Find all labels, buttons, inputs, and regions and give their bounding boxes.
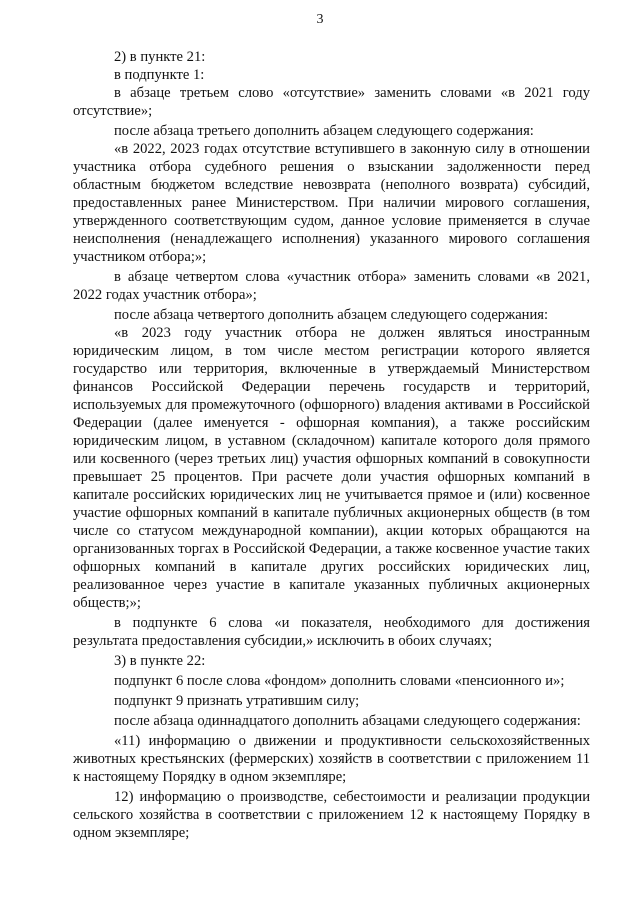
paragraph-12: подпункт 9 признать утратившим силу; [114,693,360,709]
paragraph-10: 3) в пункте 22: [114,653,206,669]
paragraph-3: в абзаце третьем слово «отсутствие» заменить словами «в 2021 году отсутствие»; [73,85,590,119]
paragraph-8: «в 2023 году участник отбора не должен являться иностранным юридическим лицом, в том числе местом регистрации которого является государство или территория, включенные в утверждаемый Министерством финансов Российской Федерации перечень государств и территорий, используемых для промежуточного (офшорного) владения активами в Российской Федерации (далее именуется - офшорная компания), а также российским юридическим лицом, в уставном (складочном) капитале которого доля прямого или косвенного (через третьих лиц) участия офшорных компаний в совокупности превышает 25 процентов. При расчете доли участия офшорных компаний в капитале российских юридических лиц не учитывается прямое и (или) косвенное участие офшорных компаний в капитале публичных акционерных обществ (в том числе со статусом международной компании), акции которых обращаются на организованных торгах в Российской Федерации, а также косвенное участие таких офшорных компаний в капитале других российских юридических лиц, реализованное через участие в капитале указанных публичных акционерных обществ;»; [73,325,590,611]
paragraph-9: в подпункте 6 слова «и показателя, необходимого для достижения результата предоставления субсидии,» исключить в обоих случаях; [73,615,590,649]
paragraph-14: «11) информацию о движении и продуктивности сельскохозяйственных животных крестьянских (фермерских) хозяйств в соответствии с приложением 11 к настоящему Порядку в одном экземпляре; [73,733,590,785]
paragraph-1: 2) в пункте 21: [114,49,206,65]
paragraph-11: подпункт 6 после слова «фондом» дополнить словами «пенсионного и»; [114,673,565,689]
paragraph-5: «в 2022, 2023 годах отсутствие вступившего в законную силу в отношении участника отбора судебного решения о взыскании задолженности перед областным бюджетом вследствие невозврата (неполного возврата) субсидий, предоставленных ранее Министерством. При наличии мирового соглашения, утвержденного соответствующим судом, данное условие применяется в случае неисполнения (ненадлежащего исполнения) указанного мирового соглашения участником отбора;»; [73,141,590,265]
paragraph-4: после абзаца третьего дополнить абзацем следующего содержания: [114,123,534,139]
paragraph-2: в подпункте 1: [114,67,205,83]
paragraph-7: после абзаца четвертого дополнить абзацем следующего содержания: [114,307,549,323]
paragraph-15: 12) информацию о производстве, себестоимости и реализации продукции сельского хозяйства в соответствии с приложением 12 к настоящему Порядку в одном экземпляре; [73,789,590,841]
page-number: 3 [316,12,324,27]
document-body [73,48,590,842]
paragraph-13: после абзаца одиннадцатого дополнить абзацами следующего содержания: [114,713,581,729]
paragraph-6: в абзаце четвертом слова «участник отбора» заменить словами «в 2021, 2022 годах участник отбора»; [73,269,590,303]
